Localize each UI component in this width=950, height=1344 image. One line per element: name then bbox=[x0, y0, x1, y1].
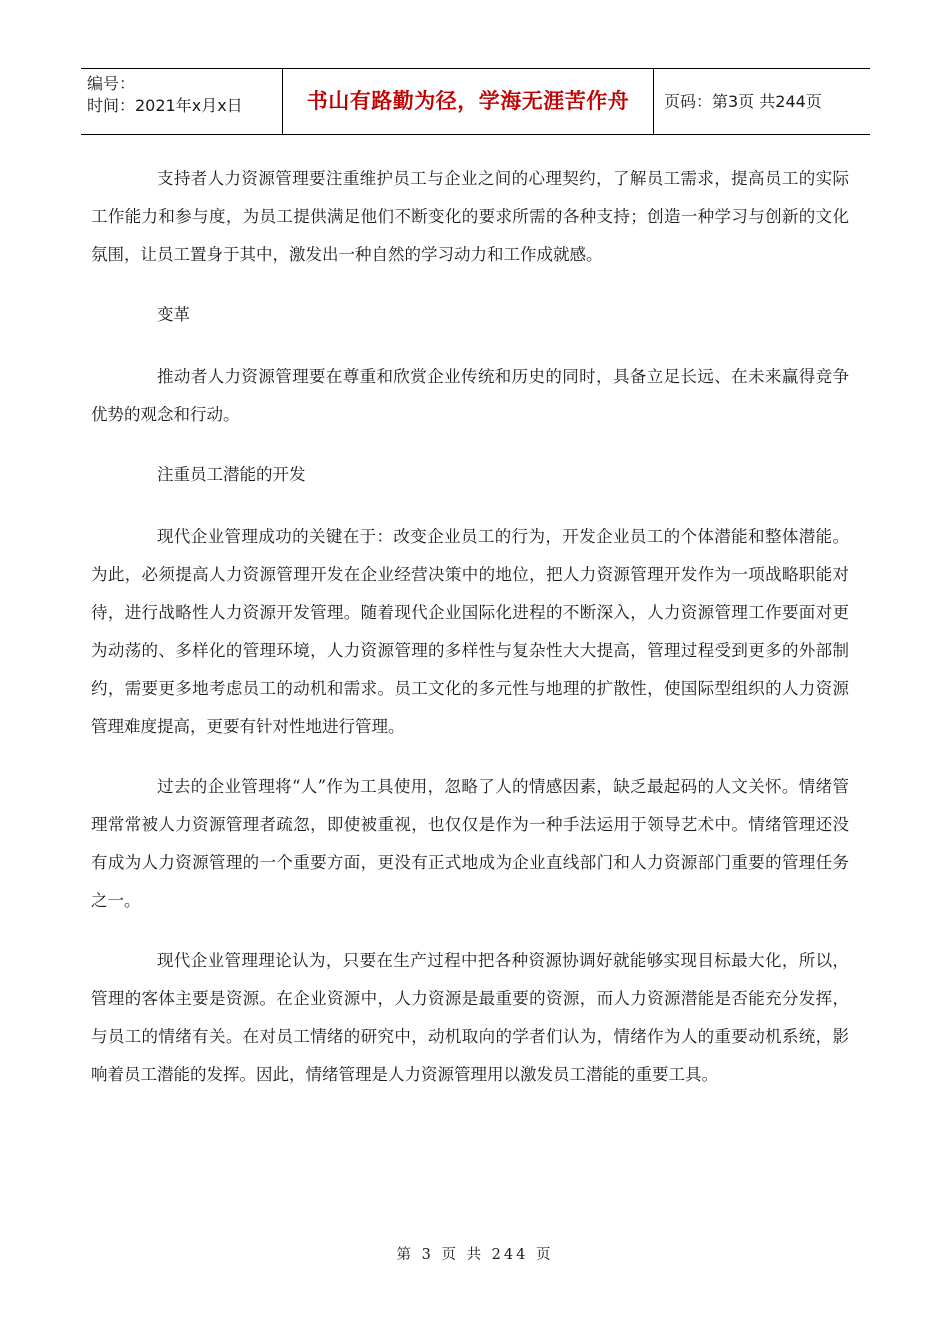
section-heading-potential: 注重员工潜能的开发 bbox=[157, 465, 306, 484]
document-body bbox=[91, 160, 849, 1116]
header-page-label: 页码：第3页 共244页 bbox=[664, 92, 822, 111]
paragraph-emotion-management: 过去的企业管理将“人”作为工具使用，忽略了人的情感因素，缺乏最起码的人文关怀。情绪管理常常被人力资源管理者疏忽，即使被重视，也仅仅是作为一种手法运用于领导艺术中。情绪管理还没有成为人力资源管理的一个重要方面，更没有正式地成为企业直线部门和人力资源部门重要的管理任务之一。 bbox=[91, 777, 849, 910]
document-time-label: 时间：2021年x月x日 bbox=[87, 96, 243, 115]
page-header bbox=[81, 68, 870, 135]
paragraph-promoter: 推动者人力资源管理要在尊重和欣赏企业传统和历史的同时，具备立足长远、在未来赢得竞争优势的观念和行动。 bbox=[91, 367, 849, 424]
page-footer: 第 3 页 共 244 页 bbox=[396, 1247, 554, 1263]
section-heading-change: 变革 bbox=[157, 305, 190, 324]
header-meta-cell bbox=[81, 69, 283, 134]
paragraph-resource-theory: 现代企业管理理论认为，只要在生产过程中把各种资源协调好就能够实现目标最大化，所以，管理的客体主要是资源。在企业资源中，人力资源是最重要的资源，而人力资源潜能是否能充分发挥，与员工的情绪有关。在对员工情绪的研究中，动机取向的学者们认为，情绪作为人的重要动机系统，影响着员工潜能的发挥。因此，情绪管理是人力资源管理用以激发员工潜能的重要工具。 bbox=[91, 951, 849, 1084]
document-number-label: 编号： bbox=[87, 74, 136, 93]
paragraph-supporter: 支持者人力资源管理要注重维护员工与企业之间的心理契约，了解员工需求，提高员工的实际工作能力和参与度，为员工提供满足他们不断变化的要求所需的各种支持；创造一种学习与创新的文化氛围，让员工置身于其中，激发出一种自然的学习动力和工作成就感。 bbox=[91, 169, 849, 264]
header-motto: 书山有路勤为径，学海无涯苦作舟 bbox=[283, 69, 654, 134]
paragraph-modern-management: 现代企业管理成功的关键在于：改变企业员工的行为，开发企业员工的个体潜能和整体潜能。为此，必须提高人力资源管理开发在企业经营决策中的地位，把人力资源管理开发作为一项战略职能对待，进行战略性人力资源开发管理。随着现代企业国际化进程的不断深入，人力资源管理工作要面对更为动荡的、多样化的管理环境，人力资源管理的多样性与复杂性大大提高，管理过程受到更多的外部制约，需要更多地考虑员工的动机和需求。员工文化的多元性与地理的扩散性，使国际型组织的人力资源管理难度提高，更要有针对性地进行管理。 bbox=[91, 527, 849, 736]
